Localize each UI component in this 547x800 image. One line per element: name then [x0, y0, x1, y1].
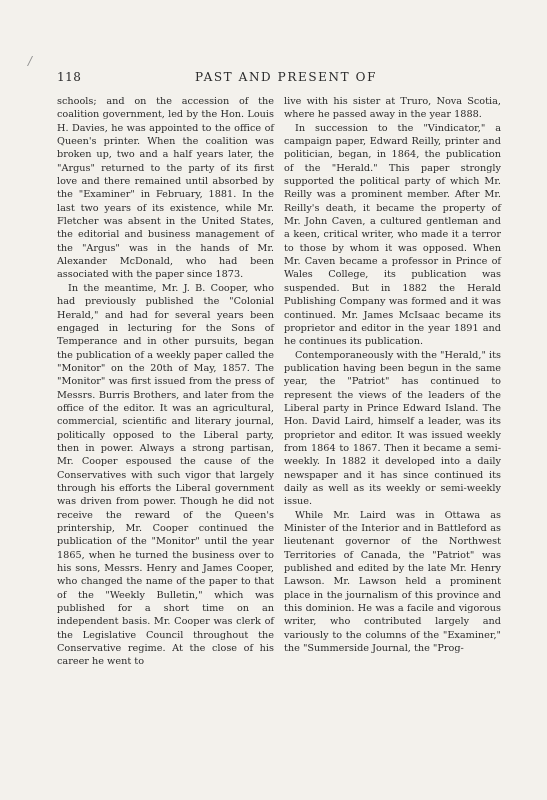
paragraph: In succession to the "Vindicator," a campaign paper, Edward Reilly, printer and politician, began, in 1864, the publication of the "Herald." This paper strongly supported the political party of which Mr. Reilly was a prominent member. After Mr. Reilly's death, it became the property of Mr. John Caven, a cultured gentleman and a keen, critical writer, who made it a terror to those by whom it was opposed. When Mr. Caven became a professor in Prince of Wales College, its publication was suspended. But in 1882 the Herald Publishing Company was formed and it was continued. Mr. James McIsaac became its proprietor and editor in the year 1891 and he continues its publication.	[284, 122, 501, 348]
paragraph: Contemporaneously with the "Herald," its publication having been begun in the same year, the "Patriot" has continued to represent the views of the leaders of the Liberal party in Prince Edward Island. The Hon. David Laird, himself a leader, was its proprietor and editor. It was issued weekly from 1864 to 1867. Then it became a semi-weekly. In 1882 it developed into a daily newspaper and it has since continued its daily as well as its weekly or semi-weekly issue.	[284, 349, 501, 508]
paragraph: schools; and on the accession of the coalition government, led by the Hon. Louis H. Davies, he was appointed to the office of Queen's printer. When the coalition was broken up, two and a half years later, the "Argus" returned to the party of its first love and there remained until absorbed by the "Examiner" in February, 1881. In the last two years of its existence, while Mr. Fletcher was absent in the United States, the editorial and business management of the "Argus" was in the hands of Mr. Alexander McDonald, who had been associated with the paper since 1873.	[57, 96, 274, 281]
left-column	[57, 95, 274, 669]
page-number: 118	[57, 70, 82, 84]
paragraph: live with his sister at Truro, Nova Scotia, where he passed away in the year 1888.	[284, 96, 501, 121]
margin-mark: /	[28, 54, 33, 68]
running-head: PAST AND PRESENT OF	[195, 70, 378, 84]
paragraph: While Mr. Laird was in Ottawa as Minister of the Interior and in Battleford as lieutenant governor of the Northwest Territories of Canada, the "Patriot" was published and edited by the late Mr. Henry Lawson. Mr. Lawson held a prominent place in the journalism of this province and this dominion. He was a facile and vigorous writer, who contributed largely and variously to the columns of the "Examiner," the "Summerside Journal, the "Prog-	[284, 509, 501, 655]
right-column	[284, 95, 501, 655]
paragraph: In the meantime, Mr. J. B. Cooper, who had previously published the "Colonial Herald," and had for several years been engaged in lecturing for the Sons of Temperance and in other pursuits, began the publication of a weekly paper called the "Monitor" on the 20th of May, 1857. The "Monitor" was first issued from the press of Messrs. Burris Brothers, and later from the office of the editor. It was an agricultural, commercial, scientific and literary journal, politically opposed to the Liberal party, then in power. Always a strong partisan, Mr. Cooper espoused the cause of the Conservatives with such vigor that largely through his efforts the Liberal government was driven from power. Though he did not receive the reward of the Queen's printership, Mr. Cooper continued the publication of the "Monitor" until the year 1865, when he turned the business over to his sons, Messrs. Henry and James Cooper, who changed the name of the paper to that of the "Weekly Bulletin," which was published for a short time on an independent basis. Mr. Cooper was clerk of the Legislative Council throughout the Conservative regime. At the close of his career he went to	[57, 282, 274, 668]
